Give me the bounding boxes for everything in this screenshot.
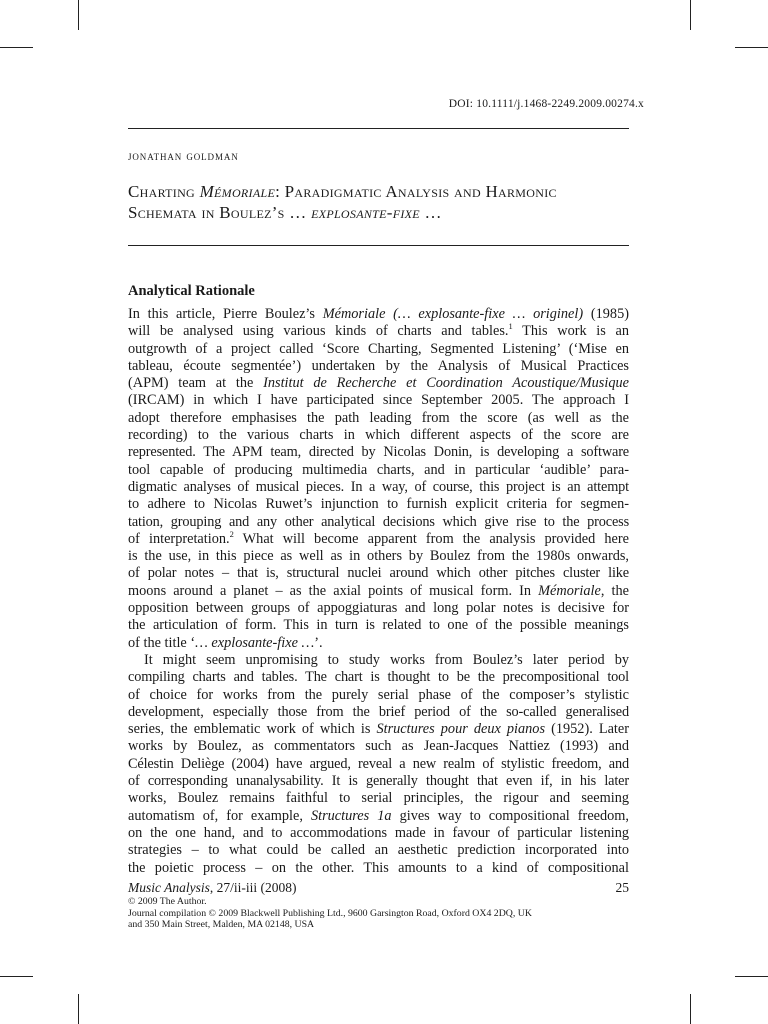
paragraph-line: recording) to the various charts in which different aspects of the score are	[128, 427, 629, 444]
paragraph-line: moons around a planet – as the axial points of musical form. In Mémoriale, the	[128, 582, 629, 599]
publisher-address-line: and 350 Main Street, Malden, MA 02148, USA	[128, 919, 315, 930]
paragraph-line: the articulation of form. This in turn is related to one of the possible meanings	[128, 617, 629, 634]
paragraph-line: strategies – to what could be called an aesthetic prediction incorporated into	[128, 842, 629, 859]
paragraph-line: development, especially those from the brief period of the so-called generalised	[128, 703, 629, 720]
page-number: 25	[615, 880, 629, 895]
crop-mark-bottom-left-v	[78, 994, 79, 1024]
crop-mark-top-right-v	[690, 0, 691, 30]
paragraph-line: of choice for works from the purely serial phase of the composer’s stylistic	[128, 686, 629, 703]
paragraph-line: will be analysed using various kinds of charts and tables.$^1$ This work is an	[128, 321, 629, 340]
crop-mark-bottom-right-h	[735, 976, 768, 977]
paragraph-line: works by Boulez, as commentators such as Jean-Jacques Nattiez (1993) and	[128, 738, 629, 755]
crop-mark-bottom-left-h	[0, 976, 33, 977]
journal-citation: Music Analysis, 27/ii-iii (2008)	[128, 880, 297, 895]
paragraph-line: tool capable of producing multimedia charts, and in particular ‘audible’ para-	[128, 461, 629, 478]
page-footer	[128, 880, 629, 931]
paragraph-line: of polar notes – that is, structural nuclei around which other pitches cluster like	[128, 565, 629, 582]
header-rule	[128, 128, 629, 129]
paragraph-line: In this article, Pierre Boulez’s Mémoriale (… explosante-fixe … originel) (1985)	[128, 306, 629, 322]
paragraph-line: adopt therefore emphasises the path leading from the score (as well as the	[128, 409, 629, 426]
crop-mark-top-left-v	[78, 0, 79, 30]
journal-compilation-line: Journal compilation © 2009 Blackwell Publishing Ltd., 9600 Garsington Road, Oxford OX4 2DQ, UK	[128, 907, 532, 919]
doi: DOI: 10.1111/j.1468-2249.2009.00274.x	[448, 98, 644, 110]
crop-mark-bottom-right-v	[690, 994, 691, 1024]
paragraph-line: of interpretation.$^2$ What will become apparent from the analysis provided here	[128, 528, 629, 547]
paragraph-line: (APM) team at the Institut de Recherche et Coordination Acoustique/Musique	[128, 375, 629, 392]
paragraph-line: represented. The APM team, directed by Nicolas Donin, is developing a software	[128, 444, 629, 461]
paragraph-line: tation, grouping and any other analytical decisions which give rise to the process	[128, 513, 629, 530]
section-heading: Analytical Rationale	[128, 283, 255, 299]
paragraph-line: on the one hand, and to accommodations made in favour of particular listening	[128, 824, 629, 841]
author-name: jonathan goldman	[128, 148, 239, 163]
paragraph-line: outgrowth of a project called ‘Score Charting, Segmented Listening’ (‘Mise en	[128, 340, 629, 357]
copyright-line: © 2009 The Author.	[128, 896, 207, 907]
paragraph-line: the poietic process – on the other. This amounts to a kind of compositional	[128, 859, 629, 876]
paragraph-line: (IRCAM) in which I have participated since September 2005. The approach I	[128, 392, 629, 409]
paragraph-line: It might seem unpromising to study works from Boulez’s later period by	[144, 651, 629, 668]
crop-mark-top-right-h	[735, 47, 768, 48]
crop-mark-top-left-h	[0, 47, 33, 48]
paragraph-line: digmatic analyses of musical pieces. In a way, of course, this project is an attempt	[128, 478, 629, 495]
paragraph-line: Célestin Deliège (2004) have argued, reveal a new realm of stylistic freedom, and	[128, 755, 629, 772]
paragraph-line: is the use, in this piece as well as in others by Boulez from the 1980s onwards,	[128, 548, 629, 565]
paragraph-line: series, the emblematic work of which is Structures pour deux pianos (1952). Later	[128, 721, 629, 738]
paragraph-line: opposition between groups of appoggiaturas and long polar notes is decisive for	[128, 600, 629, 617]
title-rule	[128, 245, 629, 246]
paragraph-line: to adhere to Nicolas Ruwet’s injunction to furnish explicit criteria for segmen-	[128, 496, 629, 513]
body-text	[128, 306, 629, 877]
paragraph-line: of the title ‘… explosante-fixe …’.	[128, 634, 323, 651]
footnote-ref[interactable]: 1	[508, 321, 513, 332]
article-title: Charting Mémoriale: Paradigmatic Analysis and Harmonic Schemata in Boulez’s … explosante-fixe …	[128, 182, 557, 222]
paragraph-line: works, Boulez remains faithful to serial principles, the rigour and seeming	[128, 790, 629, 807]
paragraph-line: of corresponding unanalysability. It is generally thought that even if, in his later	[128, 773, 629, 790]
paragraph-line: automatism of, for example, Structures 1a gives way to compositional freedom,	[128, 807, 629, 824]
paragraph-line: compiling charts and tables. The chart is thought to be the precompositional tool	[128, 669, 629, 686]
footnote-ref[interactable]: 2	[229, 528, 234, 539]
paragraph-line: tableau, écoute segmentée’) undertaken by the Analysis of Musical Practices	[128, 357, 629, 374]
